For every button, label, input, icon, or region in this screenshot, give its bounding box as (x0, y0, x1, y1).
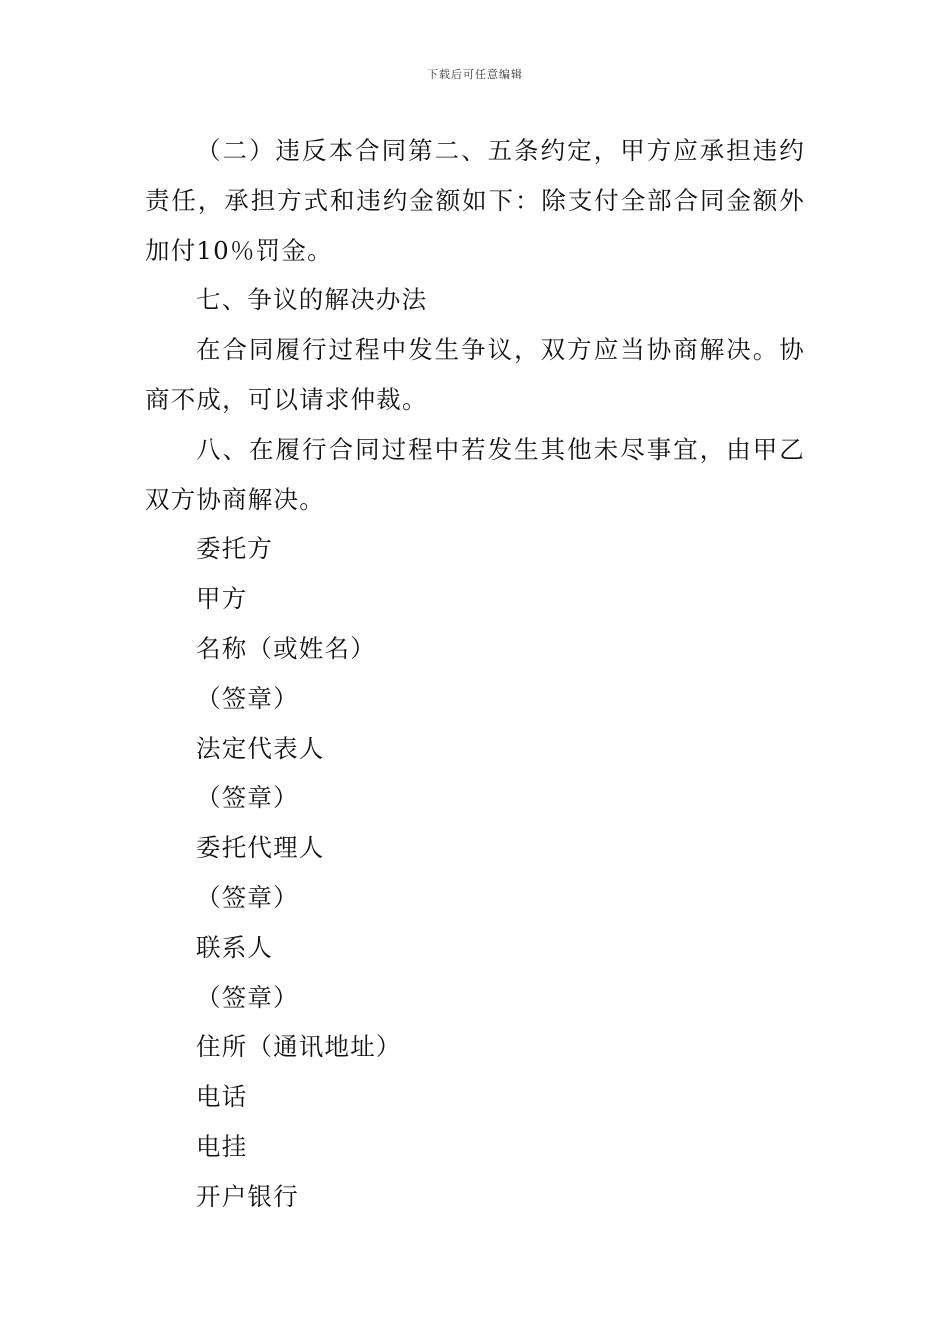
clause-dispute-resolution: 在合同履行过程中发生争议，双方应当协商解决。协商不成，可以请求仲裁。 (145, 335, 805, 414)
party-a-label: 甲方 (196, 584, 248, 614)
phone-label: 电话 (196, 1082, 248, 1112)
name-label: 名称（或姓名） (196, 633, 376, 663)
address-label: 住所（通讯地址） (196, 1032, 402, 1062)
telex-label: 电挂 (196, 1131, 248, 1161)
header-note: 下载后可任意编辑 (427, 68, 523, 81)
clause-other-matters: 八、在履行合同过程中若发生其他未尽事宜，由甲乙双方协商解决。 (145, 434, 805, 514)
clause-breach-party-a: （二）违反本合同第二、五条约定，甲方应承担违约责任，承担方式和违约金额如下：除支付全部合同金额外加付10％罚金。 (145, 136, 805, 265)
client-label: 委托方 (196, 534, 274, 564)
seal-label: （签章） (196, 783, 299, 813)
seal-label: （签章） (196, 982, 299, 1012)
contact-person-label: 联系人 (196, 932, 274, 962)
legal-representative-label: 法定代表人 (196, 733, 325, 763)
section-dispute-heading: 七、争议的解决办法 (196, 285, 428, 315)
seal-label: （签章） (196, 683, 299, 713)
bank-label: 开户银行 (196, 1181, 299, 1211)
document-body (145, 126, 805, 1222)
signature-block (145, 524, 805, 1221)
seal-label: （签章） (196, 882, 299, 912)
authorized-agent-label: 委托代理人 (196, 833, 325, 863)
